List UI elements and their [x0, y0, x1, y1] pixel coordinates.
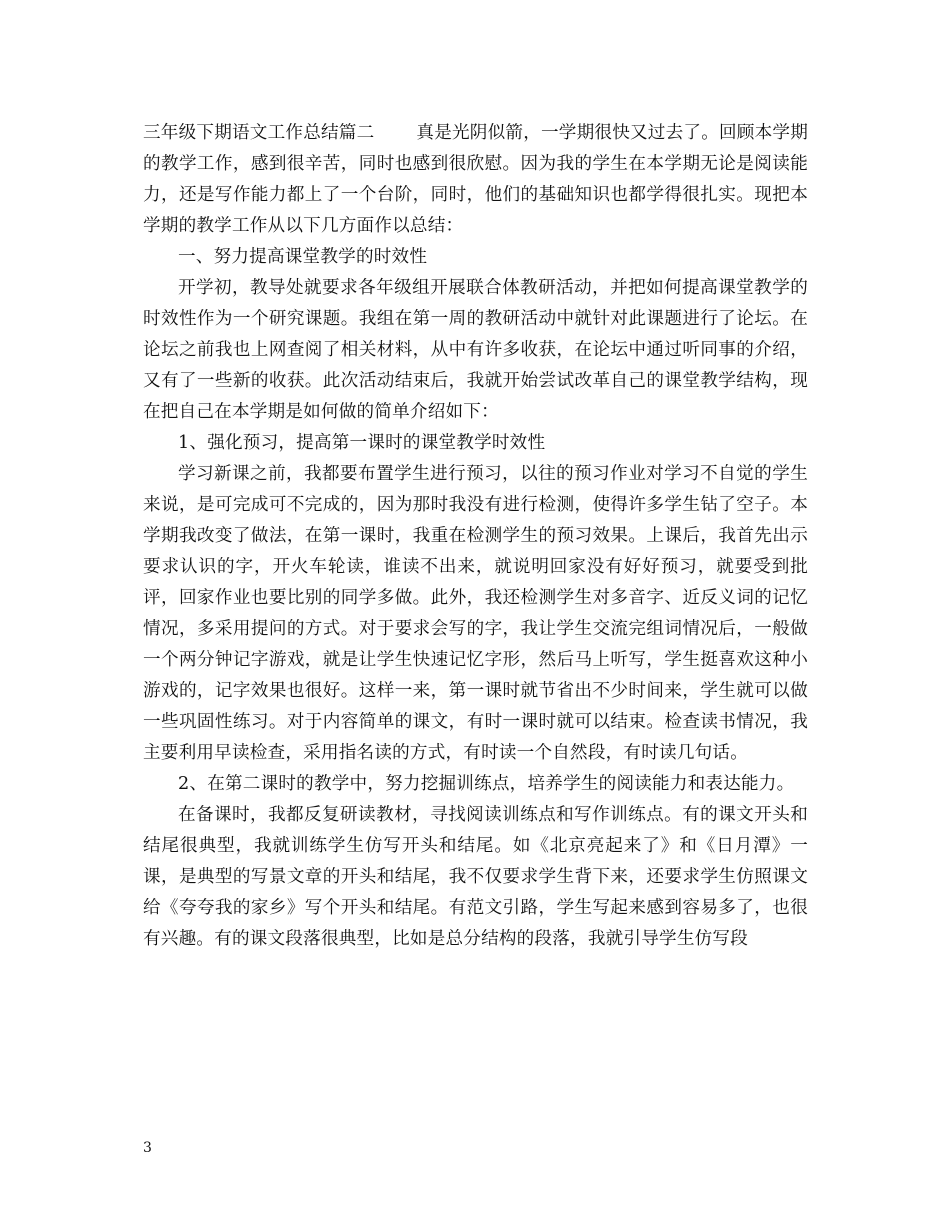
subsection-heading: 2、在第二课时的教学中，努力挖掘训练点，培养学生的阅读能力和表达能力。: [178, 774, 795, 794]
body-paragraph: 学习新课之前，我都要布置学生进行预习，以往的预习作业对学习不自觉的学生来说，是可完成可不完成的，因为那时我没有进行检测，使得许多学生钻了空子。本学期我改变了做法，在第一课时，我重在检测学生的预习效果。上课后，我首先出示要求认识的字，开火车轮读，谁读不出来，就说明回家没有好好预习，就要受到批评，回家作业也要比别的同学多做。此外，我还检测学生对多音字、近反义词的记忆情况，多采用提问的方式。对于要求会写的字，我让学生交流完组词情况后，一般做一个两分钟记字游戏，就是让学生快速记忆字形，然后马上听写，学生挺喜欢这种小游戏的，记字效果也很好。这样一来，第一课时就节省出不少时间来，学生就可以做一些巩固性练习。对于内容简单的课文，有时一课时就可以结束。检查读书情况，我主要利用早读检查，采用指名读的方式，有时读一个自然段，有时读几句话。: [143, 464, 808, 763]
document-title: 三年级下期语文工作总结篇二: [143, 123, 375, 143]
intro-text: 真是光阴似箭，一学期很快又过去了。回顾本学期的教学工作，感到很辛苦，同时也感到很欣慰。因为我的学生在本学期无论是阅读能力，还是写作能力都上了一个台阶，同时，他们的基础知识也都学得很扎实。现把本学期的教学工作从以下几方面作以总结：: [143, 123, 808, 236]
body-paragraph: 开学初，教导处就要求各年级组开展联合体教研活动，并把如何提高课堂教学的时效性作为一个研究课题。我组在第一周的教研活动中就针对此课题进行了论坛。在论坛之前我也上网查阅了相关材料，从中有许多收获，在论坛中通过听同事的介绍，又有了一些新的收获。此次活动结束后，我就开始尝试改革自己的课堂教学结构，现在把自己在本学期是如何做的简单介绍如下：: [143, 278, 808, 422]
intro-paragraph: [143, 118, 808, 242]
subsection-heading: 1、强化预习，提高第一课时的课堂教学时效性: [178, 433, 546, 453]
page-number: 3: [143, 1140, 152, 1156]
body-paragraph: 在备课时，我都反复研读教材，寻找阅读训练点和写作训练点。有的课文开头和结尾很典型，我就训练学生仿写开头和结尾。如《北京亮起来了》和《日月潭》一课，是典型的写景文章的开头和结尾，我不仅要求学生背下来，还要求学生仿照课文给《夸夸我的家乡》写个开头和结尾。有范文引路，学生写起来感到容易多了，也很有兴趣。有的课文段落很典型，比如是总分结构的段落，我就引导学生仿写段: [143, 805, 808, 949]
section-heading: 一、努力提高课堂教学的时效性: [178, 247, 428, 267]
document-body: [143, 118, 808, 955]
